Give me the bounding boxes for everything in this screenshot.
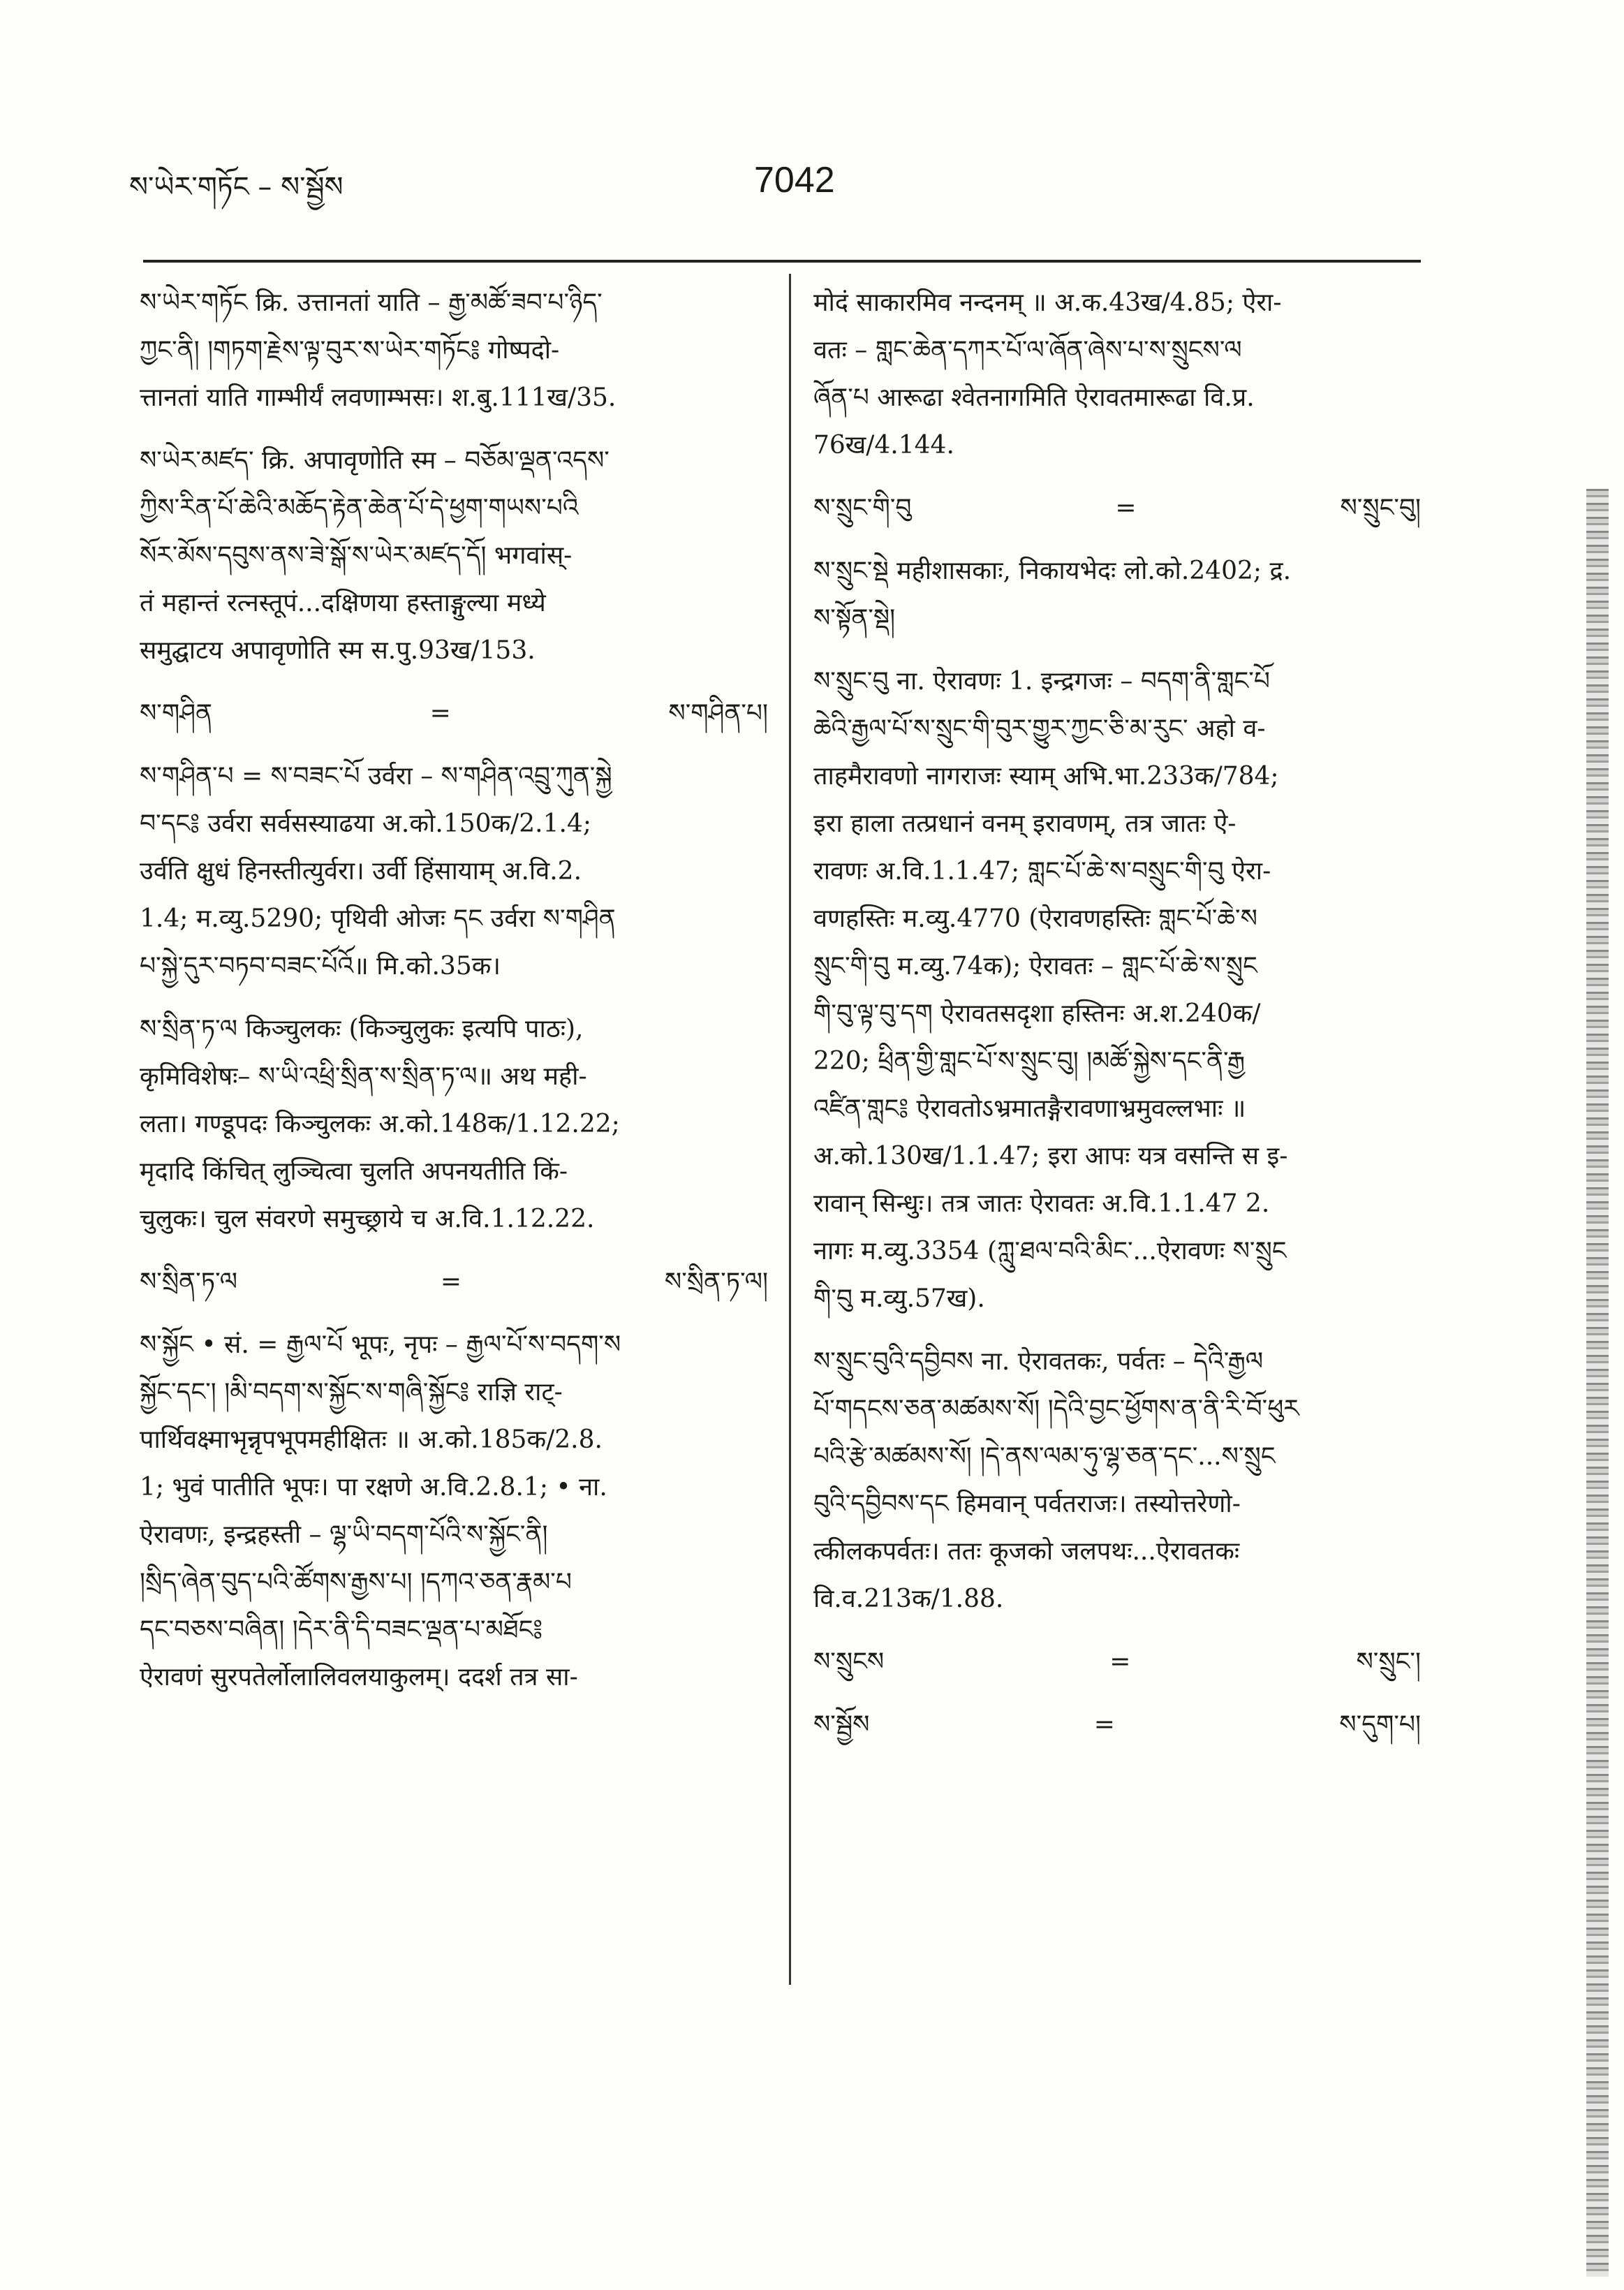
xref-target: ས་སྲིན་ཏ་ལ། <box>664 1268 768 1296</box>
dictionary-entry <box>813 548 1421 643</box>
xref-head: ས་སྲུང་གི་བུ <box>813 494 912 522</box>
entry-line: པ་སྐྱེ་དུར་བཏབ་བཟང་པོའོ॥ मि.को.35क। <box>140 952 501 981</box>
entry-line: པོ་གདངས་ཅན་མཚམས་སོ། །དེའི་བྱང་ཕྱོགས་ན་ནི་རི་བོ་ཕུར <box>813 1395 1299 1423</box>
xref-target: ས་སྲུང་བུ། <box>1340 494 1421 522</box>
cross-reference-entry <box>813 1701 1421 1749</box>
entry-line: वि.व.213क/1.88. <box>813 1585 1004 1613</box>
entry-line: उर्वति क्षुधं हिनस्तीत्युर्वरा। उर्वी हिंसायाम् अ.वि.2. <box>140 857 582 886</box>
xref-target: ས་གཤིན་པ། <box>668 699 768 728</box>
entry-line: मोदं साकारमिव नन्दनम् ॥ अ.क.43ख/4.85; ऐरा- <box>813 288 1282 317</box>
xref-target: ས་དུག་པ། <box>1339 1710 1421 1739</box>
dictionary-entry <box>813 1338 1421 1623</box>
dictionary-entry <box>813 658 1421 1323</box>
entry-line: ऐरावणं सुरपतेर्लोलालिवलयाकुलम्। ददर्श तत्र सा- <box>140 1663 578 1691</box>
entry-line: समुद्घाटय अपावृणोति स्म स.पु.93ख/153. <box>140 636 536 665</box>
cross-reference-entry <box>140 1258 768 1306</box>
page-header <box>0 0 1624 230</box>
xref-eq: = <box>440 1268 462 1296</box>
entry-line: कृमिविशेषः– ས་ཡི་འཕྲི་སྲིན་ས་སྲིན་ཏ་ལ॥ अथ मही- <box>140 1062 587 1091</box>
header-rule <box>143 260 1421 263</box>
entry-line: लता। गण्डूपदः किञ्चुलकः अ.को.148क/1.12.22; <box>140 1110 620 1138</box>
xref-eq: = <box>1109 1647 1131 1676</box>
entry-line: ས་ཡེར་མཛད་ क्रि. अपावृणोति स्म – བཅོམ་ལྡན་འདས་ <box>140 446 610 475</box>
entry-line: སོར་མོས་དབུས་ནས་ཟེ་སྒོ་ས་ཡེར་མཛད་དོ། भगवांस्- <box>140 541 573 570</box>
entry-line: ས་སྲུང་བུ ना. ऐरावणः 1. इन्द्रगजः – བདག་ནི་གླང་པོ <box>813 667 1270 696</box>
xref-eq: = <box>1093 1710 1115 1739</box>
entry-line: འཛིན་གླང༔ ऐरावतोऽभ्रमातङ्गैरावणाभ्रमुवल्लभाः ॥ <box>813 1094 1246 1123</box>
entry-line: पार्थिवक्ष्माभृन्नृपभूपमहीक्षितः ॥ अ.को.185क/2.8. <box>140 1425 603 1454</box>
entry-line: इरा हाला तत्प्रधानं वनम् इरावणम्, तत्र जातः ऐ- <box>813 809 1237 838</box>
entry-line: चुलुकः। चुल संवरणे समुच्छ्राये च अ.वि.1.12.22. <box>140 1205 595 1233</box>
scan-edge-artifact <box>1586 489 1609 2277</box>
xref-head: ས་སྦྱོས <box>813 1710 870 1739</box>
right-column <box>813 279 1421 1764</box>
entry-line: བུའི་དབྱིབས་དང हिमवान् पर्वतराजः। तस्योत्तरेणो- <box>813 1490 1241 1518</box>
cross-reference-entry <box>140 690 768 737</box>
cross-reference-entry <box>813 1638 1421 1686</box>
entry-line: སྲུང་གི་བུ म.व्यु.74क); ऐरावतः – གླང་པོ་ཆེ་ས་སྲུང <box>813 952 1257 981</box>
entry-line: 76ख/4.144. <box>813 431 954 460</box>
xref-eq: = <box>1115 494 1137 522</box>
entry-line: གི་བུ म.व्यु.57ख). <box>813 1284 985 1313</box>
entry-line: ས་སྲུང་བུའི་དབྱིབས ना. ऐरावतकः, पर्वतः – དེའི་རྒྱལ <box>813 1347 1264 1376</box>
dictionary-entry <box>813 279 1421 469</box>
xref-head: ས་སྲུངས <box>813 1647 885 1676</box>
entry-line: ས་སྐྱོང • सं. = རྒྱལ་པོ भूपः, नृपः – རྒྱལ་པོ་ས་བདག་ས <box>140 1330 621 1359</box>
running-head: ས་ཡེར་གཏོང – ས་སྦྱོས <box>129 171 344 203</box>
entry-line: །སྲིད་ཞེན་བུད་པའི་ཚོགས་རྒྱས་པ། །དཀའ་ཅན་རྣམ་པ <box>140 1568 572 1597</box>
entry-line: ཀྱིས་རིན་པོ་ཆེའི་མཆོད་རྟེན་ཆེན་པོ་དེ་ཕྱག་གཡས་པའི <box>140 494 579 522</box>
entry-line: ས་སྟོན་སྡེ། <box>813 604 896 633</box>
entry-line: ताहमैरावणो नागराजः स्याम् अभि.भा.233क/784; <box>813 762 1279 791</box>
entry-line: བ་དང༔ उर्वरा सर्वसस्याढया अ.को.150क/2.1.4; <box>140 809 592 838</box>
entry-line: तं महान्तं रत्नस्तूपं...दक्षिणया हस्ताङ्गुल्या मध्ये <box>140 589 546 617</box>
left-column <box>140 279 768 1717</box>
entry-line: ཆེའི་རྒྱལ་པོ་ས་སྲུང་གི་བུར་གྱུར་ཀྱང་ཅི་མ་རུང་ अहो व- <box>813 714 1266 743</box>
page-number: 7042 <box>754 160 835 200</box>
dictionary-entry <box>140 437 768 675</box>
xref-head: ས་སྲིན་ཏ་ལ <box>140 1268 238 1296</box>
xref-eq: = <box>429 699 451 728</box>
entry-line: त्कीलकपर्वतः। ततः कूजको जलपथः...ऐरावतकः <box>813 1537 1240 1566</box>
xref-target: ས་སྲུང་། <box>1356 1647 1421 1676</box>
entry-line: रावणः अ.वि.1.1.47; གླང་པོ་ཆེ་ས་བསྲུང་གི་བུ ऐरा- <box>813 857 1271 886</box>
xref-head: ས་གཤིན <box>140 699 212 728</box>
dictionary-entry <box>140 1006 768 1243</box>
entry-line: रावान् सिन्धुः। तत्र जातः ऐरावतः अ.वि.1.1.47 2. <box>813 1189 1270 1218</box>
cross-reference-entry <box>813 485 1421 532</box>
entry-line: ས་སྲུང་སྡེ महीशासकाः, निकायभेदः लो.को.2402; द्र. <box>813 557 1292 585</box>
entry-line: ས་སྲིན་ཏ་ལ किञ्चुलकः (किञ्चुलुकः इत्यपि पाठः), <box>140 1015 584 1043</box>
entry-line: གི་བུ་ལྟ་བུ་དག ऐरावतसदृशा हस्तिनः अ.श.240क/ <box>813 999 1261 1028</box>
dictionary-entry <box>140 279 768 422</box>
entry-line: ཞོན་པ आरूढा श्वेतनागमिति ऐरावतमारूढा वि.प्र. <box>813 383 1255 412</box>
entry-line: 1; भुवं पातीति भूपः। पा रक्षणे अ.वि.2.8.1; • ना. <box>140 1473 607 1502</box>
entry-line: वतः – གླང་ཆེན་དཀར་པོ་ལ་ཞོན་ཞེས་པ་ས་སྲུངས་ལ <box>813 336 1242 365</box>
entry-line: ས་གཤིན་པ = ས་བཟང་པོ उर्वरा – ས་གཤིན་འབྲུ་ཀུན་སྐྱེ <box>140 762 612 791</box>
entry-line: 1.4; म.व्यु.5290; पृथिवी ओजः དང उर्वरा ས་གཤིན <box>140 904 616 933</box>
entry-line: त्तानतां याति गाम्भीर्यं लवणाम्भसः। श.बु.111ख/35. <box>140 383 617 412</box>
entry-line: ས་ཡེར་གཏོང क्रि. उत्तानतां याति – རྒྱ་མཚོ་ཟབ་པ་ཉིད་ <box>140 288 603 317</box>
dictionary-entry <box>140 753 768 990</box>
entry-line: པའི་རྩེ་མཚམས་སོ། །དེ་ནས་ལམ་ཧུ་ལྷ་ཅན་དང་...ས་སྲུང <box>813 1442 1276 1471</box>
entry-line: 220; ཕྲིན་གྱི་གླང་པོ་ས་སྲུང་བུ། །མཚོ་སྐྱེས་དང་ནི་རྒྱ <box>813 1047 1246 1076</box>
column-divider <box>789 274 791 1985</box>
entry-line: मृदादि किंचित् लुञ्चित्वा चुलति अपनयतीति किं- <box>140 1157 568 1186</box>
entry-line: अ.को.130ख/1.1.47; इरा आपः यत्र वसन्ति स इ- <box>813 1142 1288 1170</box>
entry-line: वणहस्तिः म.व्यु.4770 (ऐरावणहस्तिः གླང་པོ་ཆེ་ས <box>813 904 1257 933</box>
entry-line: ཀྱང་ནི། །གཏག་རྗེས་ལྟ་བུར་ས་ཡེར་གཏོང༔ गोष्पदो- <box>140 336 560 365</box>
entry-line: སྐྱོང་དང་། །མི་བདག་ས་སྐྱོང་ས་གཞི་སྐྱོང༔ राज्ञि राट्- <box>140 1378 563 1407</box>
entry-line: ऐरावणः, इन्द्रहस्ती – ལྷ་ཡི་བདག་པོའི་ས་སྐྱོང་ནི། <box>140 1520 548 1549</box>
dictionary-entry <box>140 1321 768 1701</box>
entry-line: नागः म.व्यु.3354 (ཀླུ་ཐལ་བའི་མིང་...ऐरावणः ས་སྲུང <box>813 1237 1287 1265</box>
entry-line: དང་བཅས་བཞིན། །དེར་ནི་དི་བཟང་ལྡན་པ་མཐོང༔ <box>140 1615 543 1644</box>
